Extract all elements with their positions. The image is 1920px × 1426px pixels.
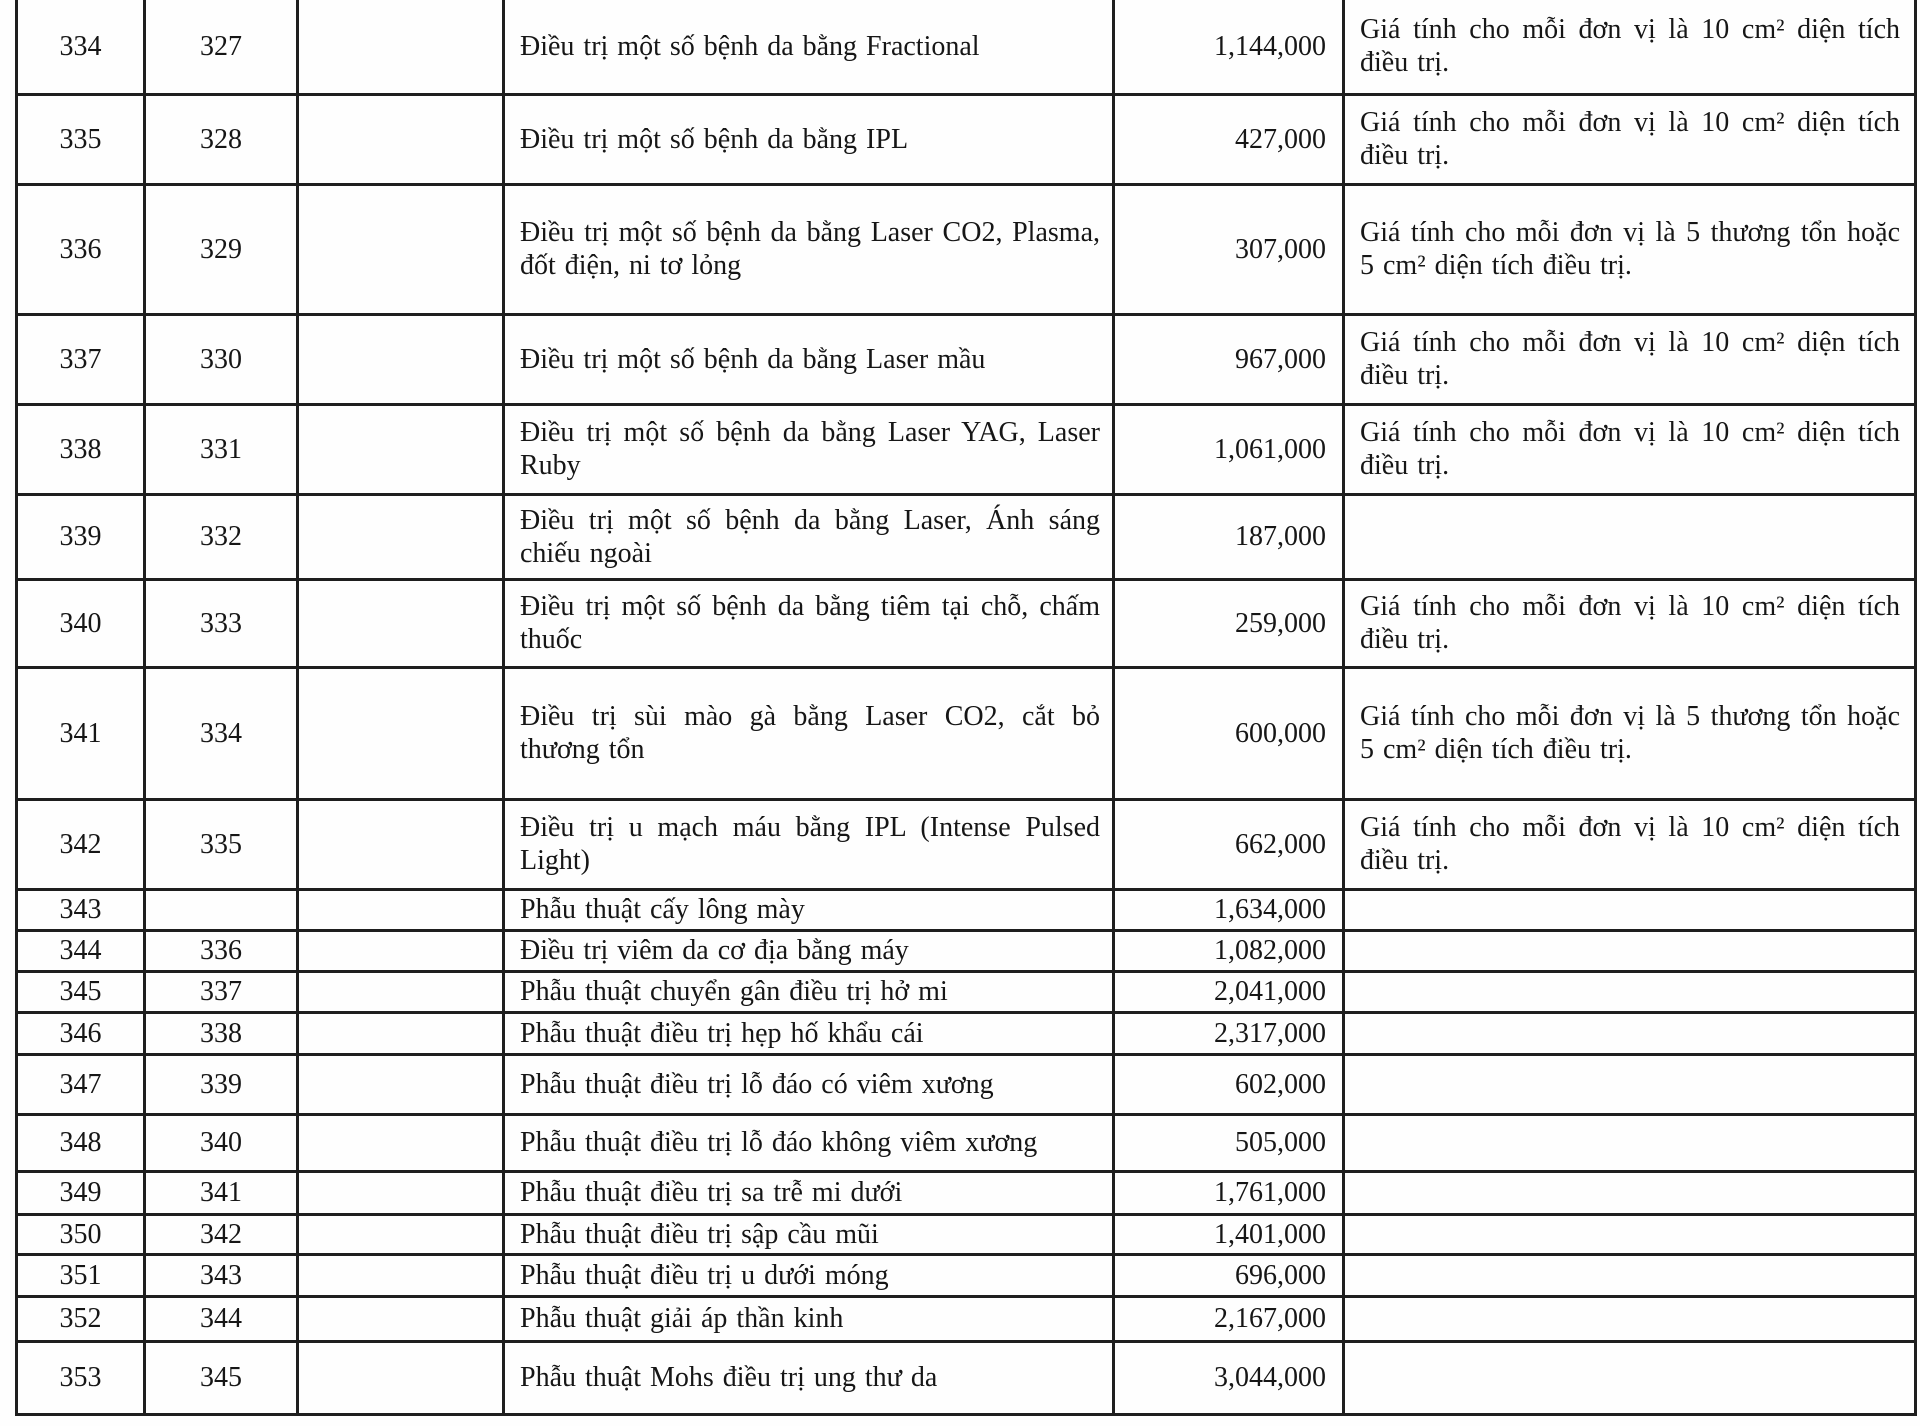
secondary-number-cell bbox=[145, 889, 298, 930]
empty-cell bbox=[298, 799, 504, 889]
empty-cell bbox=[298, 314, 504, 404]
service-name-cell: Điều trị một số bệnh da bằng Laser, Ánh sáng chiếu ngoài bbox=[504, 494, 1114, 579]
note-cell bbox=[1344, 1012, 1916, 1054]
service-name-cell: Phẫu thuật cấy lông mày bbox=[504, 889, 1114, 930]
service-name-cell: Điều trị một số bệnh da bằng Fractional bbox=[504, 0, 1114, 94]
row-number-cell: 348 bbox=[17, 1114, 145, 1171]
service-name-cell: Phẫu thuật chuyển gân điều trị hở mi bbox=[504, 971, 1114, 1012]
price-cell: 2,041,000 bbox=[1114, 971, 1344, 1012]
price-cell: 505,000 bbox=[1114, 1114, 1344, 1171]
empty-cell bbox=[298, 184, 504, 314]
empty-cell bbox=[298, 930, 504, 971]
secondary-number-cell: 335 bbox=[145, 799, 298, 889]
row-number-cell: 341 bbox=[17, 667, 145, 799]
table-row bbox=[17, 494, 1916, 579]
row-number-cell: 334 bbox=[17, 0, 145, 94]
note-cell bbox=[1344, 1214, 1916, 1254]
table-row bbox=[17, 971, 1916, 1012]
price-cell: 1,761,000 bbox=[1114, 1171, 1344, 1214]
price-cell: 1,634,000 bbox=[1114, 889, 1344, 930]
empty-cell bbox=[298, 971, 504, 1012]
secondary-number-cell: 340 bbox=[145, 1114, 298, 1171]
service-name-cell: Phẫu thuật giải áp thần kinh bbox=[504, 1296, 1114, 1341]
note-cell: Giá tính cho mỗi đơn vị là 10 cm² diện tích điều trị. bbox=[1344, 94, 1916, 184]
service-name-cell: Điều trị u mạch máu bằng IPL (Intense Pulsed Light) bbox=[504, 799, 1114, 889]
note-cell: Giá tính cho mỗi đơn vị là 10 cm² diện tích điều trị. bbox=[1344, 579, 1916, 667]
row-number-cell: 339 bbox=[17, 494, 145, 579]
price-cell: 696,000 bbox=[1114, 1254, 1344, 1296]
note-cell bbox=[1344, 1254, 1916, 1296]
empty-cell bbox=[298, 1341, 504, 1414]
table-row bbox=[17, 1114, 1916, 1171]
note-cell bbox=[1344, 1296, 1916, 1341]
note-cell: Giá tính cho mỗi đơn vị là 10 cm² diện tích điều trị. bbox=[1344, 404, 1916, 494]
empty-cell bbox=[298, 579, 504, 667]
secondary-number-cell: 329 bbox=[145, 184, 298, 314]
price-cell: 602,000 bbox=[1114, 1054, 1344, 1114]
secondary-number-cell: 344 bbox=[145, 1296, 298, 1341]
note-cell bbox=[1344, 889, 1916, 930]
service-name-cell: Điều trị một số bệnh da bằng IPL bbox=[504, 94, 1114, 184]
secondary-number-cell: 337 bbox=[145, 971, 298, 1012]
service-name-cell: Điều trị một số bệnh da bằng tiêm tại chỗ, chấm thuốc bbox=[504, 579, 1114, 667]
service-name-cell: Điều trị sùi mào gà bằng Laser CO2, cắt bỏ thương tổn bbox=[504, 667, 1114, 799]
secondary-number-cell: 333 bbox=[145, 579, 298, 667]
row-number-cell: 345 bbox=[17, 971, 145, 1012]
service-name-cell: Điều trị một số bệnh da bằng Laser mầu bbox=[504, 314, 1114, 404]
empty-cell bbox=[298, 494, 504, 579]
service-name-cell: Phẫu thuật điều trị sập cầu mũi bbox=[504, 1214, 1114, 1254]
service-name-cell: Phẫu thuật điều trị sa trễ mi dưới bbox=[504, 1171, 1114, 1214]
note-cell bbox=[1344, 1171, 1916, 1214]
table-row bbox=[17, 404, 1916, 494]
price-cell: 307,000 bbox=[1114, 184, 1344, 314]
table-row bbox=[17, 1214, 1916, 1254]
empty-cell bbox=[298, 1296, 504, 1341]
empty-cell bbox=[298, 1114, 504, 1171]
price-cell: 2,317,000 bbox=[1114, 1012, 1344, 1054]
table-row bbox=[17, 1341, 1916, 1414]
service-name-cell: Phẫu thuật Mohs điều trị ung thư da bbox=[504, 1341, 1114, 1414]
price-cell: 2,167,000 bbox=[1114, 1296, 1344, 1341]
note-cell bbox=[1344, 1114, 1916, 1171]
row-number-cell: 344 bbox=[17, 930, 145, 971]
row-number-cell: 350 bbox=[17, 1214, 145, 1254]
price-cell: 3,044,000 bbox=[1114, 1341, 1344, 1414]
secondary-number-cell: 336 bbox=[145, 930, 298, 971]
price-cell: 187,000 bbox=[1114, 494, 1344, 579]
service-name-cell: Điều trị một số bệnh da bằng Laser YAG, Laser Ruby bbox=[504, 404, 1114, 494]
table-row bbox=[17, 930, 1916, 971]
secondary-number-cell: 342 bbox=[145, 1214, 298, 1254]
table-row bbox=[17, 579, 1916, 667]
table-row bbox=[17, 0, 1916, 94]
note-cell bbox=[1344, 1341, 1916, 1414]
row-number-cell: 351 bbox=[17, 1254, 145, 1296]
note-cell: Giá tính cho mỗi đơn vị là 5 thương tổn hoặc 5 cm² diện tích điều trị. bbox=[1344, 184, 1916, 314]
secondary-number-cell: 338 bbox=[145, 1012, 298, 1054]
empty-cell bbox=[298, 1214, 504, 1254]
secondary-number-cell: 341 bbox=[145, 1171, 298, 1214]
empty-cell bbox=[298, 0, 504, 94]
empty-cell bbox=[298, 1171, 504, 1214]
table-row bbox=[17, 1254, 1916, 1296]
secondary-number-cell: 332 bbox=[145, 494, 298, 579]
note-cell bbox=[1344, 971, 1916, 1012]
row-number-cell: 338 bbox=[17, 404, 145, 494]
price-cell: 259,000 bbox=[1114, 579, 1344, 667]
price-cell: 427,000 bbox=[1114, 94, 1344, 184]
service-name-cell: Phẫu thuật điều trị lỗ đáo không viêm xương bbox=[504, 1114, 1114, 1171]
service-name-cell: Điều trị viêm da cơ địa bằng máy bbox=[504, 930, 1114, 971]
price-cell: 662,000 bbox=[1114, 799, 1344, 889]
table-row bbox=[17, 1012, 1916, 1054]
secondary-number-cell: 327 bbox=[145, 0, 298, 94]
empty-cell bbox=[298, 94, 504, 184]
row-number-cell: 337 bbox=[17, 314, 145, 404]
service-name-cell: Phẫu thuật điều trị u dưới móng bbox=[504, 1254, 1114, 1296]
row-number-cell: 343 bbox=[17, 889, 145, 930]
table-row bbox=[17, 314, 1916, 404]
empty-cell bbox=[298, 1012, 504, 1054]
row-number-cell: 352 bbox=[17, 1296, 145, 1341]
empty-cell bbox=[298, 1054, 504, 1114]
secondary-number-cell: 343 bbox=[145, 1254, 298, 1296]
table-row bbox=[17, 889, 1916, 930]
secondary-number-cell: 334 bbox=[145, 667, 298, 799]
service-name-cell: Điều trị một số bệnh da bằng Laser CO2, Plasma, đốt điện, ni tơ lỏng bbox=[504, 184, 1114, 314]
service-name-cell: Phẫu thuật điều trị hẹp hố khẩu cái bbox=[504, 1012, 1114, 1054]
table-row bbox=[17, 667, 1916, 799]
price-cell: 600,000 bbox=[1114, 667, 1344, 799]
price-cell: 967,000 bbox=[1114, 314, 1344, 404]
note-cell: Giá tính cho mỗi đơn vị là 10 cm² diện tích điều trị. bbox=[1344, 799, 1916, 889]
note-cell: Giá tính cho mỗi đơn vị là 10 cm² diện tích điều trị. bbox=[1344, 314, 1916, 404]
empty-cell bbox=[298, 1254, 504, 1296]
table-row bbox=[17, 1054, 1916, 1114]
note-cell bbox=[1344, 930, 1916, 971]
table-row bbox=[17, 799, 1916, 889]
table-row bbox=[17, 1296, 1916, 1341]
row-number-cell: 336 bbox=[17, 184, 145, 314]
table-row bbox=[17, 184, 1916, 314]
price-cell: 1,401,000 bbox=[1114, 1214, 1344, 1254]
row-number-cell: 346 bbox=[17, 1012, 145, 1054]
secondary-number-cell: 345 bbox=[145, 1341, 298, 1414]
note-cell: Giá tính cho mỗi đơn vị là 10 cm² diện tích điều trị. bbox=[1344, 0, 1916, 94]
row-number-cell: 340 bbox=[17, 579, 145, 667]
price-cell: 1,061,000 bbox=[1114, 404, 1344, 494]
row-number-cell: 353 bbox=[17, 1341, 145, 1414]
secondary-number-cell: 339 bbox=[145, 1054, 298, 1114]
price-cell: 1,144,000 bbox=[1114, 0, 1344, 94]
table-row bbox=[17, 94, 1916, 184]
service-name-cell: Phẫu thuật điều trị lỗ đáo có viêm xương bbox=[504, 1054, 1114, 1114]
empty-cell bbox=[298, 404, 504, 494]
table-row bbox=[17, 1171, 1916, 1214]
row-number-cell: 335 bbox=[17, 94, 145, 184]
secondary-number-cell: 328 bbox=[145, 94, 298, 184]
empty-cell bbox=[298, 889, 504, 930]
secondary-number-cell: 330 bbox=[145, 314, 298, 404]
note-cell bbox=[1344, 494, 1916, 579]
row-number-cell: 342 bbox=[17, 799, 145, 889]
row-number-cell: 349 bbox=[17, 1171, 145, 1214]
medical-services-price-table bbox=[15, 0, 1917, 1416]
note-cell: Giá tính cho mỗi đơn vị là 5 thương tổn hoặc 5 cm² diện tích điều trị. bbox=[1344, 667, 1916, 799]
empty-cell bbox=[298, 667, 504, 799]
note-cell bbox=[1344, 1054, 1916, 1114]
row-number-cell: 347 bbox=[17, 1054, 145, 1114]
price-cell: 1,082,000 bbox=[1114, 930, 1344, 971]
secondary-number-cell: 331 bbox=[145, 404, 298, 494]
